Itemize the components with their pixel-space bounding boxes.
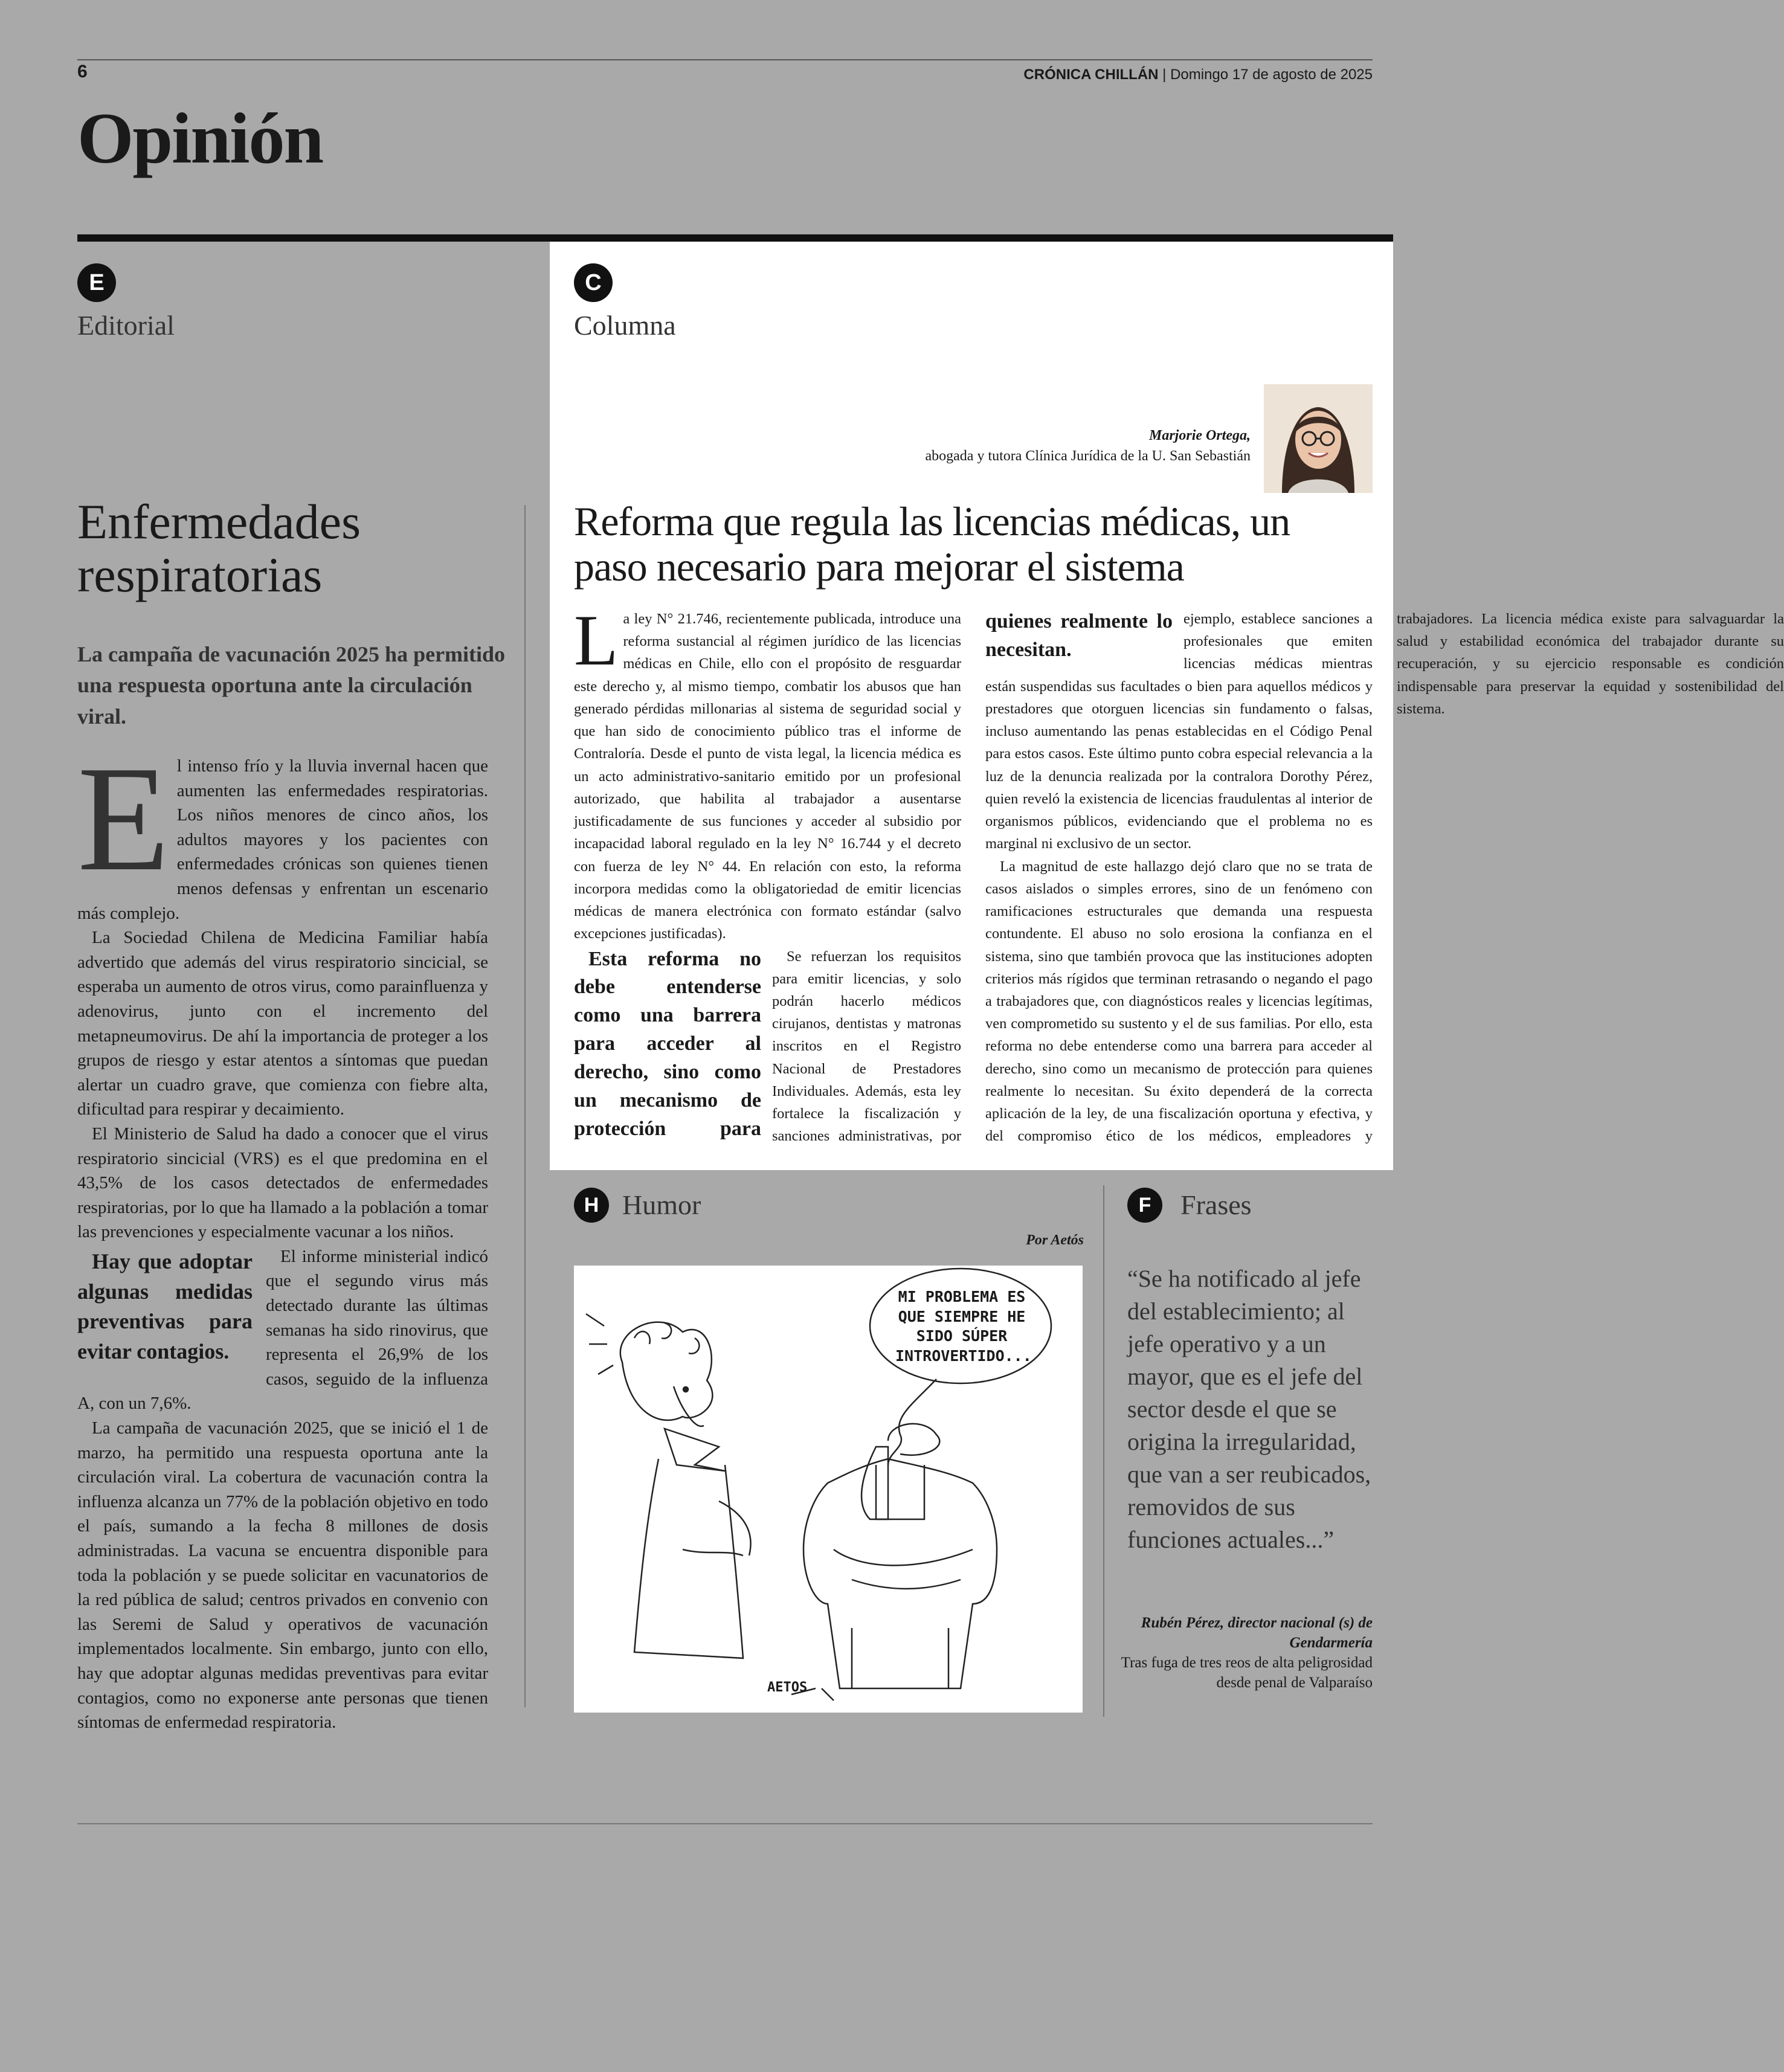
editorial-badge: E	[77, 263, 116, 302]
columna-title: Reforma que regula las licencias médicas, un paso necesario para mejorar el sistema	[574, 498, 1290, 590]
frases-quote: “Se ha notificado al jefe del establecimiento; al jefe operativo y a un mayor, que es el jefe del sector desde el que se origina la irregularidad, que van a ser reubicados, removidos de sus funciones actuales...”	[1127, 1265, 1371, 1553]
editorial-paragraph: La Sociedad Chilena de Medicina Familiar había advertido que además del virus respiratorio sincicial, se esperaba un aumento de otros virus, como parainfluenza y adenovirus, junto con el incremento del metapneumovirus. De ahí la importancia de proteger a los grupos de riesgo y estar atentos a síntomas que puedan alertar un cuadro grave, que comienza con fiebre alta, dificultad para respirar y decaimiento.	[77, 928, 488, 1119]
author-avatar	[1264, 384, 1373, 493]
attribution-context: Tras fuga de tres reos de alta peligrosidad desde penal de Valparaíso	[1121, 1655, 1373, 1691]
columna-badge: C	[574, 263, 613, 302]
editorial-dropcap: E	[77, 735, 170, 902]
editorial-lead: La campaña de vacunación 2025 ha permitido una respuesta oportuna ante la circulación viral.	[77, 642, 506, 729]
humor-byline: Por Aetós	[1026, 1232, 1084, 1248]
section-title: Opinión	[77, 98, 323, 178]
columna-paragraph: Esta reforma no debe entenderse como una barrera para acceder al derecho, sino como un mecanismo de protección para quienes realmente lo necesitan. Se refuerzan los requisitos para emitir licencias, y solo podrán hacerlo médicos cirujanos, dentistas y matronas inscritos en el Registro Nacional de Prestadores Individuales. Además, esta ley fortalece la fiscalización y sanciones administrativas, por ejemplo, establece sanciones a profesionales que emiten licencias médicas mientras están suspendidas sus facultades o bien para aquellos médicos y prestadores que otorguen licencias sin fundamento o falsas, incluso aumentando las penas establecidas en el Código Penal para estos casos. Este último punto cobra especial relevancia a la luz de la denuncia realizada por la contralora Dorothy Pérez, quien reveló la existencia de licencias fraudulentas al interior de organismos públicos, evidenciando que el problema no es marginal ni exclusivo de un sector.	[574, 608, 1373, 1151]
top-rule	[77, 59, 1373, 60]
masthead: CRÓNICA CHILLÁN | Domingo 17 de agosto de 2025	[1023, 66, 1373, 83]
frases-divider	[1103, 1185, 1104, 1717]
columna-dropcap: L	[574, 600, 619, 680]
editorial-paragraph: La campaña de vacunación 2025, que se inició el 1 de marzo, ha permitido una respuesta oportuna ante la circulación viral. La cobertura de vacunación contra la influenza alcanza un 77% de la población objetivo en todo el país, sumando a la fecha 8 millones de dosis administradas. La vacuna se encuentra disponible para toda la población y se puede solicitar en vacunatorios de la red pública de salud; centros privados en convenio con las Seremi de Salud y operativos de vacunación implementados localmente. Sin embargo, junto con ello, hay que adoptar algunas medidas preventivas para evitar contagios, como no exponerse ante personas que tienen síntomas de enfermedad respiratoria.	[77, 1418, 488, 1733]
speech-bubble-text: MI PROBLEMA ES QUE SIEMPRE HE SIDO SÚPER INTROVERTIDO...	[895, 1288, 1032, 1365]
editorial-body	[77, 735, 488, 1735]
columna-body	[574, 600, 1784, 1151]
frases-badge: F	[1127, 1188, 1162, 1223]
cartoon	[574, 1266, 1083, 1713]
author-name: Marjorie Ortega,	[1149, 428, 1251, 443]
editorial-paragraph: El intenso frío y la lluvia invernal hacen que aumenten las enfermedades respiratorias. Los niños menores de cinco años, los adultos mayores y los pacientes con enfermedades crónicas son quienes tienen menos defensas y enfrentan un escenario más complejo.	[77, 735, 488, 923]
columna-pull-quote: Esta reforma no debe entenderse como una barrera para acceder al derecho, sino como un mecanismo de protección para quienes realmente lo necesitan.	[574, 610, 1173, 1140]
bottom-rule	[77, 1823, 1373, 1824]
column-divider	[524, 505, 526, 1707]
editorial-paragraph: El Ministerio de Salud ha dado a conocer que el virus respiratorio sincicial (VRS) es el que predomina en el 43,5% de los casos detectados de enfermedades respiratorias, por lo que ha llamado a la población a tomar las prevenciones y especialmente vacunar a los niños.	[77, 1124, 488, 1242]
editorial-title: Enfermedades respiratorias	[77, 494, 361, 602]
columna-paragraph: La magnitud de este hallazgo dejó claro que no se trata de casos aislados o simples errores, sino de un fenómeno con ramificaciones estructurales que demanda una respuesta contundente. El abuso no solo erosiona la confianza en el sistema, sino que también provoca que las instituciones adopten criterios más rígidos que terminan retrasando o negando el pago a trabajadores que, con diagnósticos reales y licencias legítimas, ven comprometido su sustento y el de sus familias. Por ello, esta reforma no debe entenderse como una barrera para acceder al derecho, sino como un mecanismo de protección para quienes realmente lo necesitan. Su éxito dependerá de la correcta aplicación de la ley, de una fiscalización oportuna y efectiva, y del compromiso ético de los médicos, empleadores y trabajadores. La licencia médica existe para salvaguardar la salud y estabilidad económica del trabajador durante su recuperación, y su ejercicio responsable es condición indispensable para preservar la equidad y sostenibilidad del sistema.	[985, 611, 1784, 1145]
masthead-date: Domingo 17 de agosto de 2025	[1170, 66, 1373, 83]
section-rule	[77, 234, 1393, 242]
frases-label: Frases	[1180, 1189, 1252, 1220]
page-number: 6	[77, 62, 88, 82]
humor-badge: H	[574, 1188, 609, 1223]
masthead-paper: CRÓNICA CHILLÁN	[1023, 66, 1159, 83]
author-role: abogada y tutora Clínica Jurídica de la U. San Sebastián	[925, 448, 1251, 464]
editorial-pull-quote: Hay que adoptar algunas medidas preventivas para evitar contagios.	[77, 1249, 253, 1363]
columna-label: Columna	[574, 310, 676, 341]
humor-label: Humor	[622, 1189, 701, 1220]
columna-paragraph: La ley N° 21.746, recientemente publicada, introduce una reforma sustancial al régimen jurídico de las licencias médicas en Chile, ello con el propósito de resguardar este derecho y, al mismo tiempo, combatir los abusos que han generado pérdidas millonarias al sistema de seguridad social y que han sido de conocimiento público tras el informe de Contraloría. Desde el punto de vista legal, la licencia médica es un acto administrativo-sanitario emitido por un profesional autorizado, que habilita al trabajador a ausentarse justificadamente de sus funciones y acceder al subsidio por incapacidad laboral regulado en la ley N° 16.744 y el decreto con fuerza de ley N° 44. En relación con esto, la reforma incorpora medidas como la obligatoriedad de emitir licencias médicas de manera electrónica con formato estándar (salvo excepciones justificadas).	[574, 600, 961, 942]
editorial-label: Editorial	[77, 310, 175, 341]
attribution-name: Rubén Pérez, director nacional (s) de Gendarmería	[1141, 1615, 1373, 1651]
editorial-paragraph: Hay que adoptar algunas medidas preventivas para evitar contagios. El informe ministerial indicó que el segundo virus más detectado durante las últimas semanas ha sido rinovirus, que representa el 26,9% de los casos, seguido de la influenza A, con un 7,6%.	[77, 1246, 488, 1414]
frases-attribution	[1119, 1613, 1373, 1693]
cartoon-signature: AETOS	[767, 1680, 808, 1695]
